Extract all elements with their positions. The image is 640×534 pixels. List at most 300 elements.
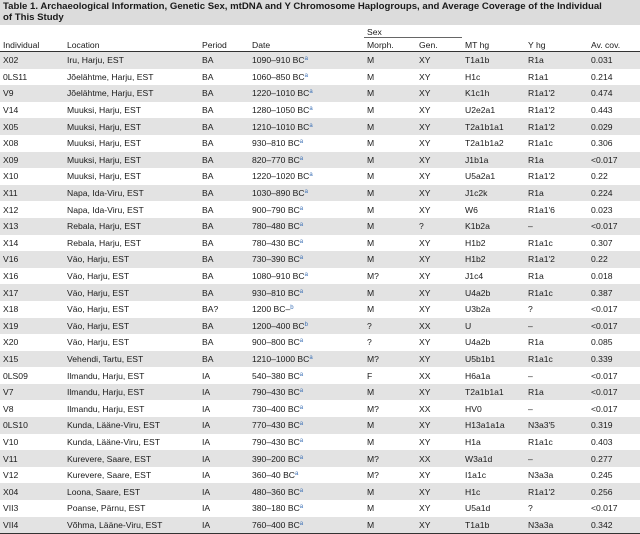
table-header bbox=[0, 25, 640, 52]
date-footnote-marker: a bbox=[304, 189, 308, 196]
cell-sex-morph: M bbox=[364, 517, 416, 534]
header-location: Location bbox=[64, 38, 199, 52]
cell-location: Muuksi, Harju, EST bbox=[64, 118, 199, 135]
date-footnote-marker: a bbox=[309, 106, 313, 113]
cell-mt-hg: T2a1b1a2 bbox=[462, 135, 525, 152]
cell-date: 930–810 $BC^a$ bbox=[249, 135, 364, 152]
cell-sex-gen: XY bbox=[416, 102, 462, 119]
cell-mt-hg: U5a2a1 bbox=[462, 168, 525, 185]
cell-period: BA bbox=[199, 251, 249, 268]
cell-mt-hg: W6 bbox=[462, 201, 525, 218]
cell-date: 930–810 $BC^a$ bbox=[249, 284, 364, 301]
cell-sex-morph: M bbox=[364, 52, 416, 69]
cell-av-cov: 0.339 bbox=[588, 351, 640, 368]
cell-individual: V12 bbox=[0, 467, 64, 484]
cell-av-cov: 0.474 bbox=[588, 85, 640, 102]
table-row bbox=[0, 450, 640, 467]
cell-location: Ilmandu, Harju, EST bbox=[64, 384, 199, 401]
cell-period: BA bbox=[199, 351, 249, 368]
cell-location: Loona, Saare, EST bbox=[64, 483, 199, 500]
cell-mt-hg: U bbox=[462, 318, 525, 335]
cell-date: 1080–910 $BC^a$ bbox=[249, 268, 364, 285]
cell-y-hg: ? bbox=[525, 301, 588, 318]
cell-individual: 0LS09 bbox=[0, 367, 64, 384]
cell-av-cov: 0.245 bbox=[588, 467, 640, 484]
cell-y-hg: R1a1'2 bbox=[525, 168, 588, 185]
date-footnote-marker: a bbox=[295, 471, 299, 478]
cell-individual: X14 bbox=[0, 235, 64, 252]
cell-period: BA bbox=[199, 201, 249, 218]
cell-av-cov: 0.307 bbox=[588, 235, 640, 252]
date-footnote-marker: b bbox=[290, 305, 294, 312]
date-footnote-marker: a bbox=[309, 89, 313, 96]
date-footnote-marker: a bbox=[299, 155, 304, 162]
cell-location: Kunda, Lääne-Viru, EST bbox=[64, 417, 199, 434]
cell-av-cov: 0.443 bbox=[588, 102, 640, 119]
cell-period: IA bbox=[199, 434, 249, 451]
cell-location: Napa, Ida-Viru, EST bbox=[64, 185, 199, 202]
cell-period: BA bbox=[199, 318, 249, 335]
cell-location: Väo, Harju, EST bbox=[64, 301, 199, 318]
cell-sex-morph: M bbox=[364, 434, 416, 451]
cell-location: Väo, Harju, EST bbox=[64, 284, 199, 301]
date-footnote-marker: a bbox=[304, 56, 308, 63]
date-footnote-marker: a bbox=[309, 172, 313, 179]
cell-date: 1030–890 $BC^a$ bbox=[249, 185, 364, 202]
cell-sex-gen: XY bbox=[416, 434, 462, 451]
cell-mt-hg: H13a1a1a bbox=[462, 417, 525, 434]
cell-sex-morph: M? bbox=[364, 467, 416, 484]
cell-period: IA bbox=[199, 467, 249, 484]
cell-av-cov: <0.017 bbox=[588, 152, 640, 169]
cell-sex-morph: M bbox=[364, 251, 416, 268]
date-footnote-marker: a bbox=[309, 354, 313, 361]
cell-mt-hg: H1b2 bbox=[462, 251, 525, 268]
cell-mt-hg: H6a1a bbox=[462, 367, 525, 384]
date-footnote-marker: b bbox=[304, 321, 308, 328]
header-y-hg: Y hg bbox=[525, 38, 588, 52]
cell-period: BA bbox=[199, 52, 249, 69]
cell-individual: X04 bbox=[0, 483, 64, 500]
cell-mt-hg: T2a1b1a1 bbox=[462, 118, 525, 135]
cell-sex-morph: M bbox=[364, 118, 416, 135]
date-footnote-marker: a bbox=[309, 122, 313, 129]
cell-av-cov: <0.017 bbox=[588, 500, 640, 517]
table-row bbox=[0, 384, 640, 401]
cell-location: Napa, Ida-Viru, EST bbox=[64, 201, 199, 218]
cell-sex-gen: XY bbox=[416, 334, 462, 351]
cell-sex-gen: XY bbox=[416, 85, 462, 102]
cell-mt-hg: J1c4 bbox=[462, 268, 525, 285]
cell-date: 1210–1010 $BC^a$ bbox=[249, 118, 364, 135]
cell-sex-morph: M bbox=[364, 301, 416, 318]
table-row bbox=[0, 185, 640, 202]
table-row bbox=[0, 483, 640, 500]
cell-av-cov: 0.319 bbox=[588, 417, 640, 434]
cell-sex-gen: XY bbox=[416, 168, 462, 185]
cell-y-hg: R1a bbox=[525, 334, 588, 351]
cell-y-hg: R1a bbox=[525, 52, 588, 69]
cell-sex-morph: M bbox=[364, 85, 416, 102]
cell-sex-gen: XY bbox=[416, 52, 462, 69]
cell-y-hg: R1a1c bbox=[525, 235, 588, 252]
cell-individual: X20 bbox=[0, 334, 64, 351]
cell-sex-gen: XY bbox=[416, 417, 462, 434]
cell-sex-gen: ? bbox=[416, 218, 462, 235]
cell-individual: V10 bbox=[0, 434, 64, 451]
cell-sex-morph: M? bbox=[364, 351, 416, 368]
cell-location: Muuksi, Harju, EST bbox=[64, 102, 199, 119]
cell-sex-gen: XX bbox=[416, 450, 462, 467]
cell-date: 760–400 $BC^a$ bbox=[249, 517, 364, 534]
cell-individual: X17 bbox=[0, 284, 64, 301]
cell-period: BA? bbox=[199, 301, 249, 318]
cell-mt-hg: U4a2b bbox=[462, 334, 525, 351]
table-row bbox=[0, 284, 640, 301]
header-sex-gen: Gen. bbox=[416, 38, 462, 52]
cell-y-hg: R1a1'2 bbox=[525, 251, 588, 268]
cell-period: BA bbox=[199, 235, 249, 252]
date-footnote-marker: a bbox=[299, 404, 304, 411]
cell-date: 1220–1020 $BC^a$ bbox=[249, 168, 364, 185]
table-row bbox=[0, 69, 640, 86]
data-table bbox=[0, 25, 640, 533]
cell-av-cov: 0.306 bbox=[588, 135, 640, 152]
cell-individual: X09 bbox=[0, 152, 64, 169]
cell-location: Kurevere, Saare, EST bbox=[64, 450, 199, 467]
caption-line-1: Table 1. Archaeological Information, Genetic Sex, mtDNA and Y Chromosome Haplogroups, and Average Coverage of the Individual bbox=[3, 1, 602, 12]
cell-date: 730–400 $BC^a$ bbox=[249, 400, 364, 417]
header-av-cov: Av. cov. bbox=[588, 38, 640, 52]
cell-av-cov: 0.22 bbox=[588, 251, 640, 268]
cell-y-hg: R1a1'2 bbox=[525, 85, 588, 102]
cell-y-hg: R1a1c bbox=[525, 284, 588, 301]
cell-mt-hg: H1c bbox=[462, 69, 525, 86]
table-row bbox=[0, 168, 640, 185]
cell-y-hg: – bbox=[525, 367, 588, 384]
cell-av-cov: 0.277 bbox=[588, 450, 640, 467]
cell-sex-gen: XY bbox=[416, 517, 462, 534]
cell-sex-morph: M? bbox=[364, 400, 416, 417]
cell-av-cov: 0.085 bbox=[588, 334, 640, 351]
cell-period: BA bbox=[199, 334, 249, 351]
cell-location: Võhma, Lääne-Viru, EST bbox=[64, 517, 199, 534]
cell-mt-hg: T1a1b bbox=[462, 517, 525, 534]
cell-individual: X16 bbox=[0, 268, 64, 285]
cell-date: 900–790 $BC^a$ bbox=[249, 201, 364, 218]
cell-date: 1060–850 $BC^a$ bbox=[249, 69, 364, 86]
cell-individual: V9 bbox=[0, 85, 64, 102]
cell-period: BA bbox=[199, 284, 249, 301]
cell-sex-gen: XX bbox=[416, 367, 462, 384]
cell-location: Rebala, Harju, EST bbox=[64, 218, 199, 235]
cell-y-hg: R1a1'2 bbox=[525, 118, 588, 135]
cell-sex-morph: M bbox=[364, 135, 416, 152]
date-footnote-marker: a bbox=[299, 222, 304, 229]
table-row bbox=[0, 218, 640, 235]
cell-sex-morph: ? bbox=[364, 334, 416, 351]
cell-date: 380–180 $BC^a$ bbox=[249, 500, 364, 517]
cell-date: 780–430 $BC^a$ bbox=[249, 235, 364, 252]
cell-period: BA bbox=[199, 69, 249, 86]
cell-individual: VII4 bbox=[0, 517, 64, 534]
table-row bbox=[0, 417, 640, 434]
cell-mt-hg: U2e2a1 bbox=[462, 102, 525, 119]
date-footnote-marker: a bbox=[299, 520, 304, 527]
cell-period: BA bbox=[199, 268, 249, 285]
cell-location: Kurevere, Saare, EST bbox=[64, 467, 199, 484]
cell-individual: X11 bbox=[0, 185, 64, 202]
cell-sex-morph: M bbox=[364, 500, 416, 517]
cell-mt-hg: H1c bbox=[462, 483, 525, 500]
cell-sex-morph: M bbox=[364, 417, 416, 434]
table-row bbox=[0, 235, 640, 252]
cell-y-hg: – bbox=[525, 400, 588, 417]
cell-period: IA bbox=[199, 517, 249, 534]
cell-sex-morph: M bbox=[364, 152, 416, 169]
table-row bbox=[0, 434, 640, 451]
cell-individual: X15 bbox=[0, 351, 64, 368]
date-footnote-marker: a bbox=[299, 388, 304, 395]
cell-y-hg: ? bbox=[525, 500, 588, 517]
table-row bbox=[0, 135, 640, 152]
cell-mt-hg: U5a1d bbox=[462, 500, 525, 517]
cell-period: IA bbox=[199, 400, 249, 417]
table-row bbox=[0, 251, 640, 268]
table-row bbox=[0, 334, 640, 351]
cell-individual: VII3 bbox=[0, 500, 64, 517]
table-row bbox=[0, 201, 640, 218]
cell-mt-hg: K1c1h bbox=[462, 85, 525, 102]
cell-date: 540–380 $BC^a$ bbox=[249, 367, 364, 384]
date-footnote-marker: a bbox=[299, 255, 304, 262]
cell-period: BA bbox=[199, 218, 249, 235]
cell-sex-gen: XY bbox=[416, 467, 462, 484]
cell-date: 1220–1010 $BC^a$ bbox=[249, 85, 364, 102]
cell-av-cov: 0.018 bbox=[588, 268, 640, 285]
cell-av-cov: <0.017 bbox=[588, 400, 640, 417]
cell-date: 1090–910 $BC^a$ bbox=[249, 52, 364, 69]
cell-period: IA bbox=[199, 367, 249, 384]
cell-sex-morph: M bbox=[364, 218, 416, 235]
cell-av-cov: 0.403 bbox=[588, 434, 640, 451]
cell-sex-morph: M? bbox=[364, 450, 416, 467]
cell-sex-gen: XY bbox=[416, 251, 462, 268]
date-footnote-marker: a bbox=[299, 371, 304, 378]
cell-location: Ilmandu, Harju, EST bbox=[64, 367, 199, 384]
cell-date: 1210–1000 $BC^a$ bbox=[249, 351, 364, 368]
cell-y-hg: R1a bbox=[525, 185, 588, 202]
cell-period: IA bbox=[199, 483, 249, 500]
table-row bbox=[0, 351, 640, 368]
table-row bbox=[0, 52, 640, 69]
header-period: Period bbox=[199, 38, 249, 52]
cell-mt-hg: J1c2k bbox=[462, 185, 525, 202]
date-footnote-marker: a bbox=[304, 272, 308, 279]
cell-mt-hg: I1a1c bbox=[462, 467, 525, 484]
date-footnote-marker: a bbox=[299, 205, 304, 212]
date-footnote-marker: a bbox=[299, 437, 304, 444]
table-row bbox=[0, 152, 640, 169]
cell-sex-gen: XY bbox=[416, 185, 462, 202]
cell-location: Muuksi, Harju, EST bbox=[64, 152, 199, 169]
cell-sex-gen: XY bbox=[416, 268, 462, 285]
cell-location: Poanse, Pärnu, EST bbox=[64, 500, 199, 517]
caption-line-2: of This Study bbox=[3, 12, 64, 23]
cell-location: Vehendi, Tartu, EST bbox=[64, 351, 199, 368]
cell-location: Ilmandu, Harju, EST bbox=[64, 400, 199, 417]
cell-sex-gen: XX bbox=[416, 318, 462, 335]
cell-individual: X08 bbox=[0, 135, 64, 152]
cell-date: 1280–1050 $BC^a$ bbox=[249, 102, 364, 119]
cell-av-cov: 0.256 bbox=[588, 483, 640, 500]
header-sex-morph: Morph. bbox=[364, 38, 416, 52]
cell-sex-gen: XY bbox=[416, 284, 462, 301]
cell-sex-gen: XY bbox=[416, 351, 462, 368]
cell-mt-hg: U5b1b1 bbox=[462, 351, 525, 368]
table-row bbox=[0, 500, 640, 517]
cell-av-cov: 0.387 bbox=[588, 284, 640, 301]
cell-sex-gen: XY bbox=[416, 118, 462, 135]
cell-individual: V14 bbox=[0, 102, 64, 119]
cell-individual: X18 bbox=[0, 301, 64, 318]
cell-individual: X12 bbox=[0, 201, 64, 218]
cell-y-hg: N3a3'5 bbox=[525, 417, 588, 434]
cell-y-hg: R1a1c bbox=[525, 434, 588, 451]
cell-mt-hg: T2a1b1a1 bbox=[462, 384, 525, 401]
cell-y-hg: R1a bbox=[525, 384, 588, 401]
date-footnote-marker: a bbox=[299, 288, 304, 295]
date-footnote-marker: a bbox=[299, 487, 304, 494]
cell-sex-morph: F bbox=[364, 367, 416, 384]
cell-sex-morph: M bbox=[364, 284, 416, 301]
cell-sex-gen: XY bbox=[416, 301, 462, 318]
table-row bbox=[0, 301, 640, 318]
cell-av-cov: 0.22 bbox=[588, 168, 640, 185]
table-row bbox=[0, 367, 640, 384]
cell-individual: X05 bbox=[0, 118, 64, 135]
cell-av-cov: 0.029 bbox=[588, 118, 640, 135]
cell-period: BA bbox=[199, 185, 249, 202]
cell-sex-morph: M bbox=[364, 69, 416, 86]
cell-y-hg: R1a1c bbox=[525, 135, 588, 152]
cell-individual: 0LS10 bbox=[0, 417, 64, 434]
cell-sex-gen: XY bbox=[416, 201, 462, 218]
cell-date: 770–430 $BC^a$ bbox=[249, 417, 364, 434]
cell-mt-hg: HV0 bbox=[462, 400, 525, 417]
table-body bbox=[0, 52, 640, 534]
cell-sex-morph: M bbox=[364, 168, 416, 185]
cell-location: Rebala, Harju, EST bbox=[64, 235, 199, 252]
table-caption bbox=[0, 0, 640, 25]
cell-mt-hg: U4a2b bbox=[462, 284, 525, 301]
cell-location: Jõelähtme, Harju, EST bbox=[64, 85, 199, 102]
cell-date: 790–430 $BC^a$ bbox=[249, 384, 364, 401]
cell-location: Muuksi, Harju, EST bbox=[64, 168, 199, 185]
cell-date: 790–430 $BC^a$ bbox=[249, 434, 364, 451]
table-row bbox=[0, 85, 640, 102]
cell-period: BA bbox=[199, 118, 249, 135]
cell-sex-morph: M bbox=[364, 483, 416, 500]
header-mt-hg: MT hg bbox=[462, 38, 525, 52]
cell-av-cov: <0.017 bbox=[588, 218, 640, 235]
cell-av-cov: 0.023 bbox=[588, 201, 640, 218]
cell-y-hg: R1a bbox=[525, 152, 588, 169]
cell-mt-hg: H1b2 bbox=[462, 235, 525, 252]
cell-mt-hg: U3b2a bbox=[462, 301, 525, 318]
cell-sex-gen: XY bbox=[416, 384, 462, 401]
cell-period: BA bbox=[199, 85, 249, 102]
cell-period: BA bbox=[199, 135, 249, 152]
cell-location: Väo, Harju, EST bbox=[64, 318, 199, 335]
cell-date: 360–40 $BC^a$ bbox=[249, 467, 364, 484]
cell-period: BA bbox=[199, 102, 249, 119]
cell-sex-morph: M bbox=[364, 185, 416, 202]
cell-mt-hg: H1a bbox=[462, 434, 525, 451]
table-row bbox=[0, 467, 640, 484]
date-footnote-marker: a bbox=[299, 139, 304, 146]
date-footnote-marker: a bbox=[299, 504, 304, 511]
cell-individual: V7 bbox=[0, 384, 64, 401]
cell-av-cov: <0.017 bbox=[588, 367, 640, 384]
cell-sex-gen: XY bbox=[416, 235, 462, 252]
cell-individual: V11 bbox=[0, 450, 64, 467]
date-footnote-marker: a bbox=[304, 72, 308, 79]
cell-sex-morph: M bbox=[364, 102, 416, 119]
cell-date: 390–200 $BC^a$ bbox=[249, 450, 364, 467]
cell-date: 480–360 $BC^a$ bbox=[249, 483, 364, 500]
cell-location: Väo, Harju, EST bbox=[64, 268, 199, 285]
cell-individual: V16 bbox=[0, 251, 64, 268]
cell-av-cov: 0.031 bbox=[588, 52, 640, 69]
cell-period: IA bbox=[199, 500, 249, 517]
date-footnote-marker: a bbox=[299, 454, 304, 461]
date-footnote-marker: a bbox=[299, 421, 304, 428]
cell-location: Kunda, Lääne-Viru, EST bbox=[64, 434, 199, 451]
cell-location: Muuksi, Harju, EST bbox=[64, 135, 199, 152]
cell-location: Väo, Harju, EST bbox=[64, 251, 199, 268]
header-sex-group: Sex bbox=[364, 25, 462, 38]
cell-period: IA bbox=[199, 417, 249, 434]
cell-av-cov: 0.224 bbox=[588, 185, 640, 202]
cell-sex-morph: M? bbox=[364, 268, 416, 285]
cell-individual: X02 bbox=[0, 52, 64, 69]
cell-sex-morph: M bbox=[364, 235, 416, 252]
cell-individual: 0LS11 bbox=[0, 69, 64, 86]
header-date: Date bbox=[249, 38, 364, 52]
cell-date: 820–770 $BC^a$ bbox=[249, 152, 364, 169]
cell-y-hg: – bbox=[525, 218, 588, 235]
cell-sex-gen: XY bbox=[416, 483, 462, 500]
cell-av-cov: 0.342 bbox=[588, 517, 640, 534]
table-row bbox=[0, 318, 640, 335]
cell-mt-hg: J1b1a bbox=[462, 152, 525, 169]
table-row bbox=[0, 517, 640, 534]
cell-y-hg: R1a bbox=[525, 268, 588, 285]
cell-mt-hg: K1b2a bbox=[462, 218, 525, 235]
cell-sex-gen: XY bbox=[416, 152, 462, 169]
cell-sex-morph: ? bbox=[364, 318, 416, 335]
cell-period: BA bbox=[199, 168, 249, 185]
cell-individual: X10 bbox=[0, 168, 64, 185]
cell-sex-gen: XY bbox=[416, 500, 462, 517]
cell-period: IA bbox=[199, 384, 249, 401]
table-row bbox=[0, 118, 640, 135]
cell-location: Jõelähtme, Harju, EST bbox=[64, 69, 199, 86]
cell-period: BA bbox=[199, 152, 249, 169]
cell-av-cov: <0.017 bbox=[588, 384, 640, 401]
cell-date: 900–800 $BC^a$ bbox=[249, 334, 364, 351]
